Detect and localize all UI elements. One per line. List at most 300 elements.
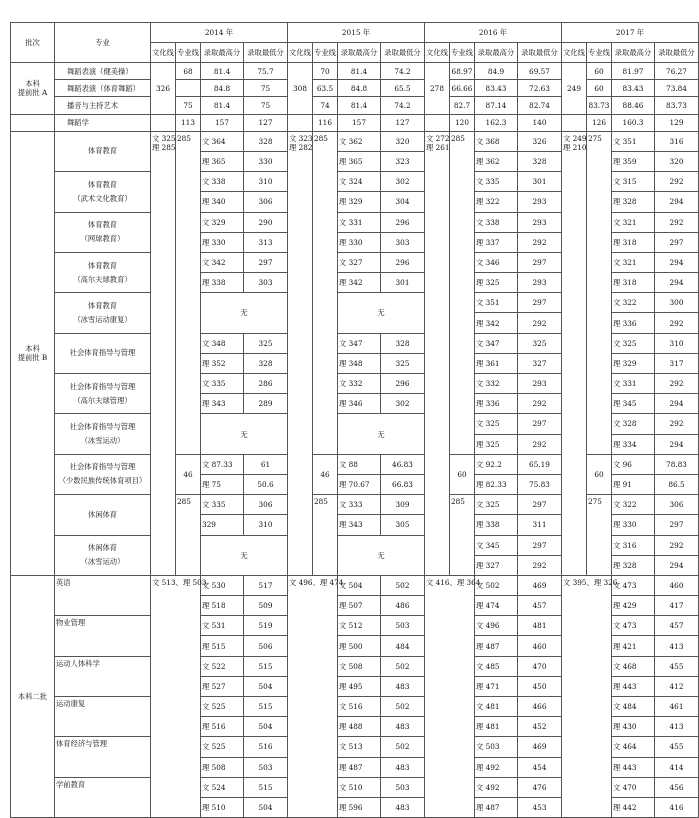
header-major: 专业 [55, 23, 151, 63]
max-score-cell: 理 327 [475, 555, 518, 575]
culture-line-cell [288, 114, 313, 131]
max-score-cell: 理 325 [475, 273, 518, 293]
min-score-cell: 292 [655, 535, 699, 555]
min-score-cell: 309 [381, 495, 425, 515]
min-score-cell: 293 [518, 192, 562, 212]
min-score-cell: 483 [381, 797, 425, 817]
min-score-cell: 293 [518, 374, 562, 394]
major-cell: 舞蹈学 [55, 114, 151, 131]
min-score-cell: 292 [518, 232, 562, 252]
max-score-cell: 理 510 [201, 797, 244, 817]
min-score-cell: 306 [655, 495, 699, 515]
batch-cell-empty [11, 114, 55, 131]
min-score-cell: 46.83 [381, 454, 425, 474]
major-line-cell: 46 [176, 454, 201, 494]
max-score-cell: 文 351 [612, 131, 655, 151]
min-score-cell: 483 [381, 717, 425, 737]
min-score-cell: 301 [381, 273, 425, 293]
min-score-cell: 506 [244, 636, 288, 656]
min-score-cell: 326 [518, 131, 562, 151]
max-score-cell: 文 322 [612, 293, 655, 313]
min-score-cell: 297 [518, 252, 562, 272]
max-score-cell: 理 596 [338, 797, 381, 817]
min-score-cell: 65.19 [518, 454, 562, 474]
max-score-cell: 理 330 [201, 232, 244, 252]
min-score-cell: 327 [518, 353, 562, 373]
table-row [11, 63, 699, 80]
min-score-cell: 310 [244, 515, 288, 535]
max-score-cell: 文 516 [338, 697, 381, 717]
max-score-cell: 理 352 [201, 353, 244, 373]
min-score-cell: 75.83 [518, 474, 562, 494]
culture-line-cell: 文 395、理 326 [562, 575, 612, 817]
major-line-cell: 285 [450, 131, 475, 454]
max-score-cell: 87.14 [475, 97, 518, 114]
major-line-cell [176, 80, 201, 97]
max-score-cell: 理 342 [475, 313, 518, 333]
major-line-cell: 60 [587, 454, 612, 494]
table-row [11, 495, 699, 515]
max-score-cell: 文 364 [201, 131, 244, 151]
min-score-cell: 452 [518, 717, 562, 737]
min-score-cell: 292 [655, 313, 699, 333]
min-score-cell: 75.7 [244, 63, 288, 80]
major-line-cell: 285 [313, 495, 338, 576]
min-score-cell: 50.6 [244, 474, 288, 494]
max-score-cell: 文 347 [338, 333, 381, 353]
table-row [11, 97, 699, 114]
min-score-cell: 300 [655, 293, 699, 313]
header-year: 2014 年 [151, 23, 288, 43]
major-line-cell: 74 [313, 97, 338, 114]
max-score-cell: 81.4 [338, 63, 381, 80]
culture-line-cell: 文 272 理 261 [425, 131, 450, 575]
min-score-cell: 304 [381, 192, 425, 212]
major-cell: 体育经济与管理 [55, 737, 151, 777]
header-column: 录取最高分 [201, 43, 244, 63]
max-score-cell: 文 87.33 [201, 454, 244, 474]
major-line-cell: 63.5 [313, 80, 338, 97]
min-score-cell: 313 [244, 232, 288, 252]
max-score-cell: 文 345 [475, 535, 518, 555]
min-score-cell: 416 [655, 797, 699, 817]
none-cell: 无 [201, 414, 288, 454]
header-column: 录取最低分 [655, 43, 699, 63]
max-score-cell: 162.3 [475, 114, 518, 131]
max-score-cell: 理 362 [475, 151, 518, 171]
min-score-cell: 486 [381, 596, 425, 616]
major-cell: 舞蹈表演（体育舞蹈） [55, 80, 151, 97]
max-score-cell: 文 316 [612, 535, 655, 555]
min-score-cell: 502 [381, 656, 425, 676]
header-column: 文化线 [562, 43, 587, 63]
max-score-cell: 文 325 [612, 333, 655, 353]
min-score-cell: 297 [518, 535, 562, 555]
max-score-cell: 文 513 [338, 737, 381, 757]
culture-line-cell: 文 325 理 285 [151, 131, 176, 575]
max-score-cell: 理 429 [612, 596, 655, 616]
max-score-cell: 理 337 [475, 232, 518, 252]
batch-cell: 本科 提前批 B [11, 131, 55, 575]
min-score-cell: 469 [518, 575, 562, 595]
min-score-cell: 82.74 [518, 97, 562, 114]
max-score-cell: 文 464 [612, 737, 655, 757]
max-score-cell: 理 365 [201, 151, 244, 171]
major-line-cell: 116 [313, 114, 338, 131]
min-score-cell: 328 [381, 333, 425, 353]
min-score-cell: 515 [244, 697, 288, 717]
min-score-cell: 454 [518, 757, 562, 777]
min-score-cell: 297 [655, 232, 699, 252]
max-score-cell: 文 468 [612, 656, 655, 676]
header-year: 2016 年 [425, 23, 562, 43]
min-score-cell: 311 [518, 515, 562, 535]
max-score-cell: 84.9 [475, 63, 518, 80]
major-line-cell: 46 [313, 454, 338, 494]
major-cell: 运动康复 [55, 697, 151, 737]
min-score-cell: 303 [244, 273, 288, 293]
major-cell: 体育教育 （高尔夫球教育） [55, 252, 151, 292]
max-score-cell: 文 510 [338, 777, 381, 797]
header-column: 录取最低分 [244, 43, 288, 63]
major-cell: 体育教育 （武术文化教育） [55, 172, 151, 212]
header-column: 文化线 [288, 43, 313, 63]
major-cell: 播音与主持艺术 [55, 97, 151, 114]
max-score-cell: 理 318 [612, 273, 655, 293]
major-line-cell: 285 [450, 495, 475, 576]
culture-line-cell: 文 416、理 364 [425, 575, 475, 817]
min-score-cell: 76.27 [655, 63, 699, 80]
max-score-cell: 理 481 [475, 717, 518, 737]
max-score-cell: 文 332 [475, 374, 518, 394]
min-score-cell: 78.83 [655, 454, 699, 474]
min-score-cell: 75 [244, 80, 288, 97]
min-score-cell: 469 [518, 737, 562, 757]
min-score-cell: 453 [518, 797, 562, 817]
major-cell: 社会体育指导与管理 （冰雪运动） [55, 414, 151, 454]
max-score-cell: 81.4 [201, 63, 244, 80]
min-score-cell: 294 [655, 394, 699, 414]
min-score-cell: 127 [244, 114, 288, 131]
min-score-cell: 460 [518, 636, 562, 656]
max-score-cell: 83.43 [612, 80, 655, 97]
header-column: 录取最高分 [475, 43, 518, 63]
max-score-cell: 81.4 [338, 97, 381, 114]
culture-line-cell: 文 249 理 210 [562, 131, 587, 575]
max-score-cell: 文 522 [201, 656, 244, 676]
major-cell: 舞蹈表演（健美操） [55, 63, 151, 80]
min-score-cell: 515 [244, 656, 288, 676]
none-cell: 无 [201, 293, 288, 333]
min-score-cell: 306 [244, 192, 288, 212]
max-score-cell: 理 471 [475, 676, 518, 696]
min-score-cell: 310 [655, 333, 699, 353]
min-score-cell: 450 [518, 676, 562, 696]
min-score-cell: 297 [244, 252, 288, 272]
max-score-cell: 理 75 [201, 474, 244, 494]
min-score-cell: 301 [518, 172, 562, 192]
max-score-cell: 157 [201, 114, 244, 131]
min-score-cell: 509 [244, 596, 288, 616]
major-line-cell: 60 [450, 454, 475, 494]
min-score-cell: 461 [655, 697, 699, 717]
max-score-cell: 理 443 [612, 676, 655, 696]
max-score-cell: 理 443 [612, 757, 655, 777]
major-cell: 体育教育 （网球教育） [55, 212, 151, 252]
max-score-cell: 理 70.67 [338, 474, 381, 494]
max-score-cell: 文 368 [475, 131, 518, 151]
header-column: 录取最低分 [518, 43, 562, 63]
min-score-cell: 414 [655, 757, 699, 777]
min-score-cell: 73.84 [655, 80, 699, 97]
max-score-cell: 文 327 [338, 252, 381, 272]
max-score-cell: 文 473 [612, 575, 655, 595]
table-row [11, 80, 699, 97]
max-score-cell: 理 348 [338, 353, 381, 373]
major-cell: 学前教育 [55, 777, 151, 817]
max-score-cell: 理 336 [612, 313, 655, 333]
min-score-cell: 83.73 [655, 97, 699, 114]
max-score-cell: 理 82.33 [475, 474, 518, 494]
min-score-cell: 316 [655, 131, 699, 151]
min-score-cell: 294 [655, 252, 699, 272]
min-score-cell: 297 [518, 414, 562, 434]
header-year: 2017 年 [562, 23, 699, 43]
max-score-cell: 文 331 [612, 374, 655, 394]
min-score-cell: 292 [655, 374, 699, 394]
min-score-cell: 457 [655, 616, 699, 636]
min-score-cell: 302 [381, 394, 425, 414]
table-wrapper [10, 22, 699, 818]
max-score-cell: 理 318 [612, 232, 655, 252]
major-line-cell: 275 [587, 495, 612, 576]
max-score-cell: 文 492 [475, 777, 518, 797]
max-score-cell: 理 345 [612, 394, 655, 414]
major-line-cell: 68 [176, 63, 201, 80]
min-score-cell: 515 [244, 777, 288, 797]
culture-line-cell [425, 114, 450, 131]
header-batch: 批次 [11, 23, 55, 63]
culture-line-cell [562, 114, 587, 131]
min-score-cell: 75 [244, 97, 288, 114]
max-score-cell: 理 421 [612, 636, 655, 656]
max-score-cell: 83.43 [475, 80, 518, 97]
admission-score-table [10, 22, 699, 818]
table-row [11, 23, 699, 43]
min-score-cell: 320 [381, 131, 425, 151]
max-score-cell: 文 504 [338, 575, 381, 595]
max-score-cell: 理 343 [338, 515, 381, 535]
min-score-cell: 72.63 [518, 80, 562, 97]
major-line-cell: 126 [587, 114, 612, 131]
none-cell: 无 [201, 535, 288, 575]
min-score-cell: 65.5 [381, 80, 425, 97]
min-score-cell: 325 [381, 353, 425, 373]
min-score-cell: 460 [655, 575, 699, 595]
major-line-cell: 68.97 [450, 63, 475, 80]
major-cell: 英语 [55, 575, 151, 615]
min-score-cell: 289 [244, 394, 288, 414]
min-score-cell: 503 [244, 757, 288, 777]
max-score-cell: 理 516 [201, 717, 244, 737]
max-score-cell: 160.3 [612, 114, 655, 131]
max-score-cell: 理 430 [612, 717, 655, 737]
max-score-cell: 文 531 [201, 616, 244, 636]
max-score-cell: 文 485 [475, 656, 518, 676]
max-score-cell: 理 338 [475, 515, 518, 535]
max-score-cell: 81.4 [201, 97, 244, 114]
header-column: 专业线 [450, 43, 475, 63]
max-score-cell: 文 325 [475, 414, 518, 434]
max-score-cell: 理 495 [338, 676, 381, 696]
min-score-cell: 483 [381, 676, 425, 696]
min-score-cell: 417 [655, 596, 699, 616]
table-row [11, 131, 699, 151]
max-score-cell: 理 325 [475, 434, 518, 454]
min-score-cell: 297 [518, 495, 562, 515]
max-score-cell: 理 346 [338, 394, 381, 414]
min-score-cell: 61 [244, 454, 288, 474]
min-score-cell: 310 [244, 172, 288, 192]
max-score-cell: 文 503 [475, 737, 518, 757]
max-score-cell: 文 321 [612, 212, 655, 232]
max-score-cell: 文 342 [201, 252, 244, 272]
min-score-cell: 503 [381, 616, 425, 636]
min-score-cell: 296 [381, 252, 425, 272]
header-column: 录取最低分 [381, 43, 425, 63]
max-score-cell: 文 328 [612, 414, 655, 434]
max-score-cell: 理 336 [475, 394, 518, 414]
max-score-cell: 理 365 [338, 151, 381, 171]
header-column: 文化线 [151, 43, 176, 63]
max-score-cell: 文 481 [475, 697, 518, 717]
table-body [11, 23, 699, 818]
min-score-cell: 293 [518, 212, 562, 232]
header-column: 专业线 [587, 43, 612, 63]
max-score-cell: 理 328 [612, 555, 655, 575]
culture-line-cell: 308 [288, 63, 313, 115]
major-line-cell: 285 [176, 131, 201, 454]
major-line-cell: 285 [313, 131, 338, 454]
min-score-cell: 323 [381, 151, 425, 171]
min-score-cell: 504 [244, 717, 288, 737]
min-score-cell: 292 [518, 434, 562, 454]
min-score-cell: 412 [655, 676, 699, 696]
max-score-cell: 88.46 [612, 97, 655, 114]
max-score-cell: 文 362 [338, 131, 381, 151]
header-year: 2015 年 [288, 23, 425, 43]
major-line-cell: 75 [176, 97, 201, 114]
min-score-cell: 292 [518, 313, 562, 333]
max-score-cell: 文 524 [201, 777, 244, 797]
max-score-cell: 理 518 [201, 596, 244, 616]
min-score-cell: 481 [518, 616, 562, 636]
major-cell: 休闲体育 （冰雪运动） [55, 535, 151, 575]
max-score-cell: 81.97 [612, 63, 655, 80]
max-score-cell: 文 347 [475, 333, 518, 353]
max-score-cell: 文 473 [612, 616, 655, 636]
max-score-cell: 文 351 [475, 293, 518, 313]
max-score-cell: 理 359 [612, 151, 655, 171]
min-score-cell: 484 [381, 636, 425, 656]
min-score-cell: 292 [655, 414, 699, 434]
min-score-cell: 503 [381, 777, 425, 797]
max-score-cell: 理 342 [338, 273, 381, 293]
min-score-cell: 292 [518, 394, 562, 414]
max-score-cell: 文 335 [201, 374, 244, 394]
max-score-cell: 文 346 [475, 252, 518, 272]
min-score-cell: 328 [518, 151, 562, 171]
max-score-cell: 理 487 [475, 636, 518, 656]
major-cell: 物业管理 [55, 616, 151, 656]
max-score-cell: 理 515 [201, 636, 244, 656]
min-score-cell: 302 [381, 172, 425, 192]
min-score-cell: 413 [655, 717, 699, 737]
major-line-cell: 275 [587, 131, 612, 454]
major-cell: 社会体育指导与管理 [55, 333, 151, 373]
max-score-cell: 理 488 [338, 717, 381, 737]
min-score-cell: 456 [655, 777, 699, 797]
max-score-cell: 理 442 [612, 797, 655, 817]
max-score-cell: 理 91 [612, 474, 655, 494]
max-score-cell: 文 322 [612, 495, 655, 515]
min-score-cell: 129 [655, 114, 699, 131]
min-score-cell: 519 [244, 616, 288, 636]
max-score-cell: 理 330 [612, 515, 655, 535]
max-score-cell: 文 496 [475, 616, 518, 636]
max-score-cell: 文 335 [201, 495, 244, 515]
max-score-cell: 文 315 [612, 172, 655, 192]
min-score-cell: 296 [381, 374, 425, 394]
min-score-cell: 330 [244, 151, 288, 171]
min-score-cell: 328 [244, 353, 288, 373]
header-column: 录取最高分 [612, 43, 655, 63]
min-score-cell: 294 [655, 555, 699, 575]
min-score-cell: 305 [381, 515, 425, 535]
max-score-cell: 文 525 [201, 737, 244, 757]
min-score-cell: 296 [381, 212, 425, 232]
min-score-cell: 297 [518, 293, 562, 313]
max-score-cell: 文 338 [201, 172, 244, 192]
major-line-cell: 60 [587, 80, 612, 97]
min-score-cell: 504 [244, 797, 288, 817]
max-score-cell: 文 508 [338, 656, 381, 676]
major-cell: 运动人体科学 [55, 656, 151, 696]
major-cell: 体育教育 [55, 131, 151, 171]
min-score-cell: 504 [244, 676, 288, 696]
culture-line-cell: 文 496、理 474 [288, 575, 338, 817]
max-score-cell: 文 321 [612, 252, 655, 272]
none-cell: 无 [338, 293, 425, 333]
min-score-cell: 290 [244, 212, 288, 232]
max-score-cell: 文 92.2 [475, 454, 518, 474]
culture-line-cell: 326 [151, 63, 176, 115]
max-score-cell: 理 334 [612, 434, 655, 454]
max-score-cell: 文 512 [338, 616, 381, 636]
max-score-cell: 理 322 [475, 192, 518, 212]
culture-line-cell: 文 323 理 282 [288, 131, 313, 575]
max-score-cell: 文 470 [612, 777, 655, 797]
min-score-cell: 294 [655, 273, 699, 293]
max-score-cell: 理 487 [475, 797, 518, 817]
max-score-cell: 文 502 [475, 575, 518, 595]
min-score-cell: 317 [655, 353, 699, 373]
min-score-cell: 292 [655, 212, 699, 232]
major-line-cell: 66.66 [450, 80, 475, 97]
max-score-cell: 文 530 [201, 575, 244, 595]
max-score-cell: 理 508 [201, 757, 244, 777]
min-score-cell: 297 [655, 515, 699, 535]
